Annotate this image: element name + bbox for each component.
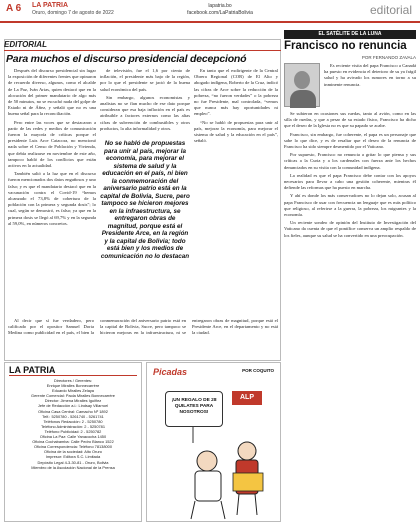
info-line: Teléfono Administración: 2 - 5250781 (40, 423, 106, 429)
column-intro-text (324, 63, 416, 109)
cartoon-speech-sign: ¡UN REGALO DE 28 QUILATES PARA NOSOTROS! (165, 391, 223, 427)
editorial-column-2 (100, 68, 190, 138)
pull-quote: No se habló de propuestas para unir al país, mejorar la economía, para mejorar el sistema de salud y la educación en el país, ni bien la conmemoración del aniversario patrio está en la capital de Bolivia, Sucre, pero tampoco se hicieron mejores en la infraestructura, se entregaron obras de magnitud, porque está el Presidente Arce, en la región y la capital de Bolivia; todo está bien y los medios de comunicación no lo destacan (100, 140, 190, 260)
info-line: Miembro de la Asociación Nacional de la Prensa (31, 464, 115, 470)
opinion-column (284, 27, 416, 523)
author-photo (284, 63, 320, 107)
paragraph: En tanto que el exdirigente de la Central Obrera Regional (COR) de El Alto y abogado indígena, Roberto de la Cruz, indicó las cifras de Arce sobre la reducción de la pobreza, “no fueron verdades” o la pobreza no fue Presidente, mal controlada, “vemos que nunca más hay oportunidades ni empleo”. (194, 68, 278, 117)
cartoon-alp-tag: ALP (232, 391, 262, 405)
column-title: Francisco no renuncia (284, 40, 407, 52)
column-body-text (284, 111, 416, 521)
paragraph: Al decir que sí fue verdadero, pero calificado por el opositor Samuel Doria Medina como publicidad en el país, el bien la conmemoración del aniversario patrio está en la capital de Bolivia, Sucre, pero tampoco se hicieron mejoras en la infraestructura, ni se entregaron obras de magnitud, porque está el Presidente Arce, en el departamento y no está la ciudad. (8, 318, 278, 336)
paragraph: “No se habló de propuestas para unir al país, mejorar la economía, para mejorar el sistema de salud y la educación en el país”, señaló. (194, 119, 278, 144)
header-rule (0, 21, 420, 23)
cartoon-drawing (147, 363, 281, 522)
info-line: Director: Jimena Miralles Iguiñez (44, 398, 102, 404)
info-line: Telf.: 5250780 - 5261740 - 5261741 (42, 413, 104, 419)
info-line: Oficina Cochabamba: Calle Pedro Blanco 1522 (32, 439, 114, 445)
paragraph: Por supuesto, Francisco no renuncia a gritar lo que piensa y sus críticas a la Curia y a los cardenales con fuerza ante los hechos denunciados en su visita con la comunidad indígena. (284, 152, 416, 170)
info-line: Teléfono Publicidad: 2 - 5250782 (44, 428, 102, 434)
editorial-column-3 (194, 68, 278, 318)
paragraph: de televisión, fue el 1,6 por ciento de inflación, el presidente más bajo de la región, por lo que el presidente se jactó de la buena salud económica del país. (100, 68, 190, 92)
paragraph: Sin embargo, algunos economistas y analistas no se fían mucho de ese dato porque consideran que esa baja inflación en el país es atribuible a factores externos como las altas cifras de subvención de combustibles y otros productos, la alta informalidad y otros. (100, 94, 190, 131)
paragraph: Después del discurso presidencial sin lugar la exposición de diferentes frentes que opinaron de recuerdo diverso, algunos, como el alcalde de La Paz, Iván Arias, quien destacó que en la alocución del primer mandatario de algo más de 50 minutos, no se escuchó nada del golpe de Estado ni de Áñez, y señaló que no es una buena señal para la reconciliación. (8, 68, 96, 117)
date-line: Oruro, domingo 7 de agosto de 2022 (32, 10, 114, 16)
info-line: Impresor: Editora S.C. Limitada (45, 454, 101, 460)
header-links (180, 3, 260, 17)
info-line: Oficina Casa Central: Camacho Nº 1892 (38, 408, 108, 414)
info-line: Oficina Correspondencia: Teléfono 78138000 (33, 444, 112, 450)
cartoon-panel (146, 362, 281, 522)
info-line: Oficina La Paz: Calle Yanacocha 1450 (39, 434, 107, 440)
info-line: Jefe de Redacción a.i.: Lindsay Villarroel (37, 403, 109, 409)
info-line: Teléfonos Redacción: 2 - 5250780 (43, 418, 103, 424)
editorial-title: Para muchos el discurso presidencial decepcionó (6, 53, 247, 65)
paragraph: Pero entre las voces que se destacaron a partir de las redes y medios de comunicación fueron la mayoría de críticas porque el presidente Luis Arce Catacora, no mencionó nada sobre el Censo de Población y Vivienda, que debía realizarse en noviembre de este año, tampoco habló de los conflictos que están activos en la actualidad. (8, 119, 96, 169)
page-header (0, 0, 420, 26)
info-line: Depósito Legal 4-3-30-81 - Oruro, Bolivia (37, 459, 109, 465)
editorial-column-1 (8, 68, 96, 318)
column-author: POR FERNANDO ZAVALA (361, 55, 416, 60)
info-line: Gerente Comercial: Paola Miralles Bonnecarrère (31, 393, 115, 399)
paragraph: Se subieron en ocasiones sus ruedas, tanto al avión, como en las silla de ruedas, y que a pesar de su estado físico, Francisco ha dicho que el deseo de la Iglesia no es que su papado se acabe. (284, 111, 416, 129)
info-line: Directores / Gerentes: (53, 378, 93, 383)
info-line: Eduardo Miralles Zelaya (52, 388, 94, 394)
website-link[interactable]: lapatria.bo (208, 3, 232, 9)
editorial-rule (4, 50, 281, 51)
paragraph: La realidad es que el papa Francisco debe contar con los apoyos necesarios para llevar a cabo una gestión coherente, mientras él defiende las reformas que ha puesto en marcha. (284, 172, 416, 191)
social-link[interactable]: facebook.com/LaPatriaBolivia (187, 10, 253, 16)
paragraph: Es reciente visita del papa Francisco a Canadá ha puesto en evidencia el deterioro de su ya frágil salud y ha avivado los rumores en torno a su inminente renuncia. (324, 63, 416, 87)
paragraph: Y ahí es donde los más conservadores no lo dejan solo, acusan al papa Francisco de usar con frecuencia un lenguaje que es más político que religioso, al referirse a la guerra, la pobreza, los migrantes y la economía. (284, 193, 416, 218)
editorial-label: EDITORIAL (4, 40, 47, 49)
publisher-title: LA PATRIA (9, 365, 137, 376)
masthead-title: LA PATRIA (32, 2, 69, 9)
paragraph: Un reciente sondeo de opinión del Instituto de Investigación del Vaticano da cuenta de que el pontífice conserva un amplio respaldo de los fieles, aunque su salud se ha convertido en una preocupación. (284, 220, 416, 238)
paragraph: También salió a la luz que en el discurso fueron mencionados dos datos engañosos y uno falso; y es que el mandatario destacó que en la vacunación contra el Covid-19 “hemos alcanzado el 73,8% de cobertura de la población con la primera y segunda dosis”; lo cual, según se demostró, es falso; ya que en la primera dosis se llegó al 69,7% y en la segunda al 59,0%, en números concretos. (8, 171, 96, 226)
editorial-bottom-text (8, 318, 278, 358)
column-kicker: EL SATÉLITE DE LA LUNA (284, 30, 416, 39)
info-line: Oficina de la sociedad: Alto Oruro (44, 449, 102, 455)
page-number: A 6 (6, 3, 22, 14)
publisher-info-box (4, 362, 142, 522)
cartoon-credit: POR COQUITO (242, 368, 274, 373)
paragraph: Francisco, sin embargo, fue coherente, el papa es un personaje que sabe lo que dice, y es de resaltar que el deseo de la renuncia de Francisco ha sido siempre desmentido por el Vaticano. (284, 131, 416, 150)
section-title: editorial (369, 3, 412, 17)
masthead (32, 2, 114, 16)
info-line: Enrique Miralles Bonnecarrère (46, 383, 100, 389)
cartoon-logo: Picadas (153, 367, 188, 377)
